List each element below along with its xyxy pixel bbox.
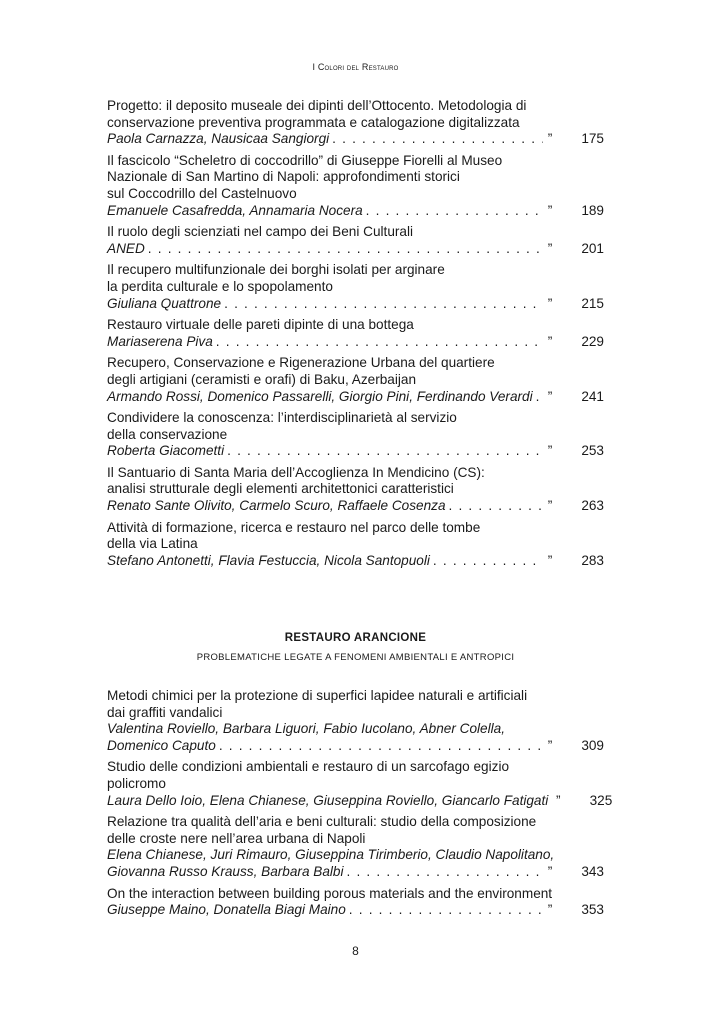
- toc-entry: [107, 520, 604, 570]
- entry-page-number: 175: [581, 131, 604, 147]
- entry-title-line: Il ruolo degli scienziati nel campo dei Beni Culturali: [107, 224, 414, 240]
- dot-leader: [216, 334, 543, 351]
- ditto-mark: ”: [547, 202, 553, 218]
- ditto-mark: ”: [547, 333, 553, 349]
- ditto-mark: ”: [547, 498, 553, 514]
- toc-entry: [107, 688, 604, 754]
- entry-title-line: Il fascicolo “Scheletro di coccodrillo” di Giuseppe Fiorelli al Museo: [107, 152, 503, 168]
- entry-title-line: Studio delle condizioni ambientali e restauro di un sarcofago egizio: [107, 759, 510, 775]
- ditto-mark: ”: [547, 131, 553, 147]
- entry-title-line: On the interaction between building porous materials and the environment: [107, 885, 553, 901]
- entry-title-line: Il recupero multifunzionale dei borghi isolati per arginare: [107, 262, 445, 278]
- dot-leader: [148, 241, 543, 258]
- entry-author-row: [107, 738, 604, 755]
- entry-page-number: 283: [581, 552, 604, 568]
- dot-leader: [347, 864, 543, 881]
- entry-author-row: [107, 296, 604, 313]
- entry-title-line: degli artigiani (ceramisti e orafi) di Baku, Azerbaijan: [107, 371, 417, 387]
- entry-authors-line: Valentina Roviello, Barbara Liguori, Fabio Iucolano, Abner Colella,: [107, 721, 505, 737]
- entry-page-number: 189: [581, 202, 604, 218]
- entry-title-line: dai graffiti vandalici: [107, 704, 223, 720]
- entry-title-line: della conservazione: [107, 426, 228, 442]
- entry-title-line: Condividere la conoscenza: l’interdisciplinarietà al servizio: [107, 410, 457, 426]
- dot-leader: [449, 498, 543, 515]
- entry-author-row: [107, 203, 604, 220]
- toc-entry: [107, 465, 604, 515]
- entry-authors: Giovanna Russo Krauss, Barbara Balbi: [107, 863, 344, 879]
- dot-leader: [224, 296, 543, 313]
- entry-title-line: Progetto: il deposito museale dei dipinti dell’Ottocento. Metodologia di: [107, 98, 527, 113]
- ditto-mark: ”: [547, 737, 553, 753]
- toc-entry: [107, 355, 604, 405]
- entry-title-line: analisi strutturale degli elementi architettonici caratteristici: [107, 481, 454, 497]
- ditto-mark: ”: [556, 792, 561, 808]
- entry-title-line: policromo: [107, 775, 166, 791]
- entry-page-number: 343: [581, 863, 604, 879]
- dot-leader: [227, 443, 543, 460]
- ditto-mark: ”: [547, 552, 553, 568]
- entry-title-line: Recupero, Conservazione e Rigenerazione Urbana del quartiere: [107, 355, 495, 371]
- toc-entry: [107, 410, 604, 460]
- dot-leader: [332, 131, 543, 148]
- ditto-mark: ”: [547, 388, 553, 404]
- entry-authors: Armando Rossi, Domenico Passarelli, Giorgio Pini, Ferdinando Verardi: [107, 388, 533, 404]
- entry-title-line: Nazionale di San Martino di Napoli: approfondimenti storici: [107, 169, 460, 185]
- dot-leader: [219, 738, 543, 755]
- entry-authors: Roberta Giacometti: [107, 443, 225, 459]
- entry-author-row: [107, 553, 604, 570]
- entry-page-number: 263: [581, 498, 604, 514]
- entry-authors: Emanuele Casafredda, Annamaria Nocera: [107, 202, 363, 218]
- entry-page-number: 325: [589, 792, 613, 808]
- toc-entry: [107, 759, 613, 809]
- entry-title-line: Relazione tra qualità dell’aria e beni culturali: studio della composizione: [107, 814, 537, 830]
- toc-list-section-2: [107, 688, 613, 924]
- section-heading: RESTAURO ARANCIONE: [284, 632, 427, 644]
- ditto-mark: ”: [547, 240, 553, 256]
- entry-title-line: conservazione preventiva programmata e catalogazione digitalizzata: [107, 114, 520, 130]
- entry-authors: Renato Sante Olivito, Carmelo Scuro, Raffaele Cosenza: [107, 498, 446, 514]
- entry-author-row: [107, 389, 604, 406]
- entry-title-line: la perdita culturale e lo spopolamento: [107, 278, 333, 294]
- entry-page-number: 253: [581, 443, 604, 459]
- entry-authors: Giuseppe Maino, Donatella Biagi Maino: [107, 902, 346, 918]
- toc-entry: [107, 224, 604, 257]
- toc-entry: [107, 153, 604, 219]
- entry-page-number: 309: [581, 737, 604, 753]
- toc-entry: [107, 98, 604, 148]
- entry-author-row: [107, 902, 604, 919]
- entry-author-row: [107, 498, 604, 515]
- entry-page-number: 229: [581, 333, 604, 349]
- entry-page-number: 241: [581, 388, 604, 404]
- entry-authors-line: Elena Chianese, Juri Rimauro, Giuseppina Tirimberio, Claudio Napolitano,: [107, 847, 555, 863]
- entry-author-row: [107, 334, 604, 351]
- entry-authors: Stefano Antonetti, Flavia Festuccia, Nicola Santopuoli: [107, 552, 430, 568]
- entry-author-row: [107, 443, 604, 460]
- entry-authors: Giuliana Quattrone: [107, 295, 222, 311]
- entry-page-number: 353: [581, 902, 604, 918]
- entry-title-line: Metodi chimici per la protezione di superfici lapidee naturali e artificiali: [107, 688, 528, 703]
- entry-page-number: 215: [581, 295, 604, 311]
- entry-title-line: Attività di formazione, ricerca e restauro nel parco delle tombe: [107, 519, 481, 535]
- entry-title-line: Restauro virtuale delle pareti dipinte di una bottega: [107, 317, 414, 333]
- ditto-mark: ”: [547, 863, 553, 879]
- dot-leader: [366, 203, 543, 220]
- entry-author-row: [107, 864, 604, 881]
- toc-entry: [107, 262, 604, 312]
- ditto-mark: ”: [547, 902, 553, 918]
- entry-authors: ANED: [107, 240, 145, 256]
- toc-entry: [107, 317, 604, 350]
- running-head: I Colori del Restauro: [312, 62, 399, 72]
- dot-leader: [433, 553, 543, 570]
- toc-entry: [107, 886, 604, 919]
- section-subheading: PROBLEMATICHE LEGATE A FENOMENI AMBIENTALI E ANTROPICI: [196, 652, 515, 663]
- entry-author-row: [107, 792, 613, 810]
- entry-title-line: sul Coccodrillo del Castelnuovo: [107, 185, 297, 201]
- entry-authors: Mariaserena Piva: [107, 333, 213, 349]
- entry-authors: Paola Carnazza, Nausicaa Sangiorgi: [107, 131, 330, 147]
- entry-page-number: 201: [581, 240, 604, 256]
- entry-title-line: Il Santuario di Santa Maria dell’Accoglienza In Mendicino (CS):: [107, 464, 485, 480]
- toc-entry: [107, 814, 604, 880]
- ditto-mark: ”: [547, 443, 553, 459]
- entry-title-line: delle croste nere nell’area urbana di Napoli: [107, 830, 366, 846]
- entry-author-row: [107, 131, 604, 148]
- entry-authors: Domenico Caputo: [107, 737, 216, 753]
- ditto-mark: ”: [547, 295, 553, 311]
- toc-list-section-1: [107, 98, 604, 574]
- page-number: 8: [352, 944, 359, 958]
- entry-authors: Laura Dello Ioio, Elena Chianese, Giuseppina Roviello, Giancarlo Fatigati: [107, 792, 549, 808]
- dot-leader: [536, 389, 543, 406]
- entry-title-line: della via Latina: [107, 536, 198, 552]
- dot-leader: [349, 902, 543, 919]
- entry-author-row: [107, 241, 604, 258]
